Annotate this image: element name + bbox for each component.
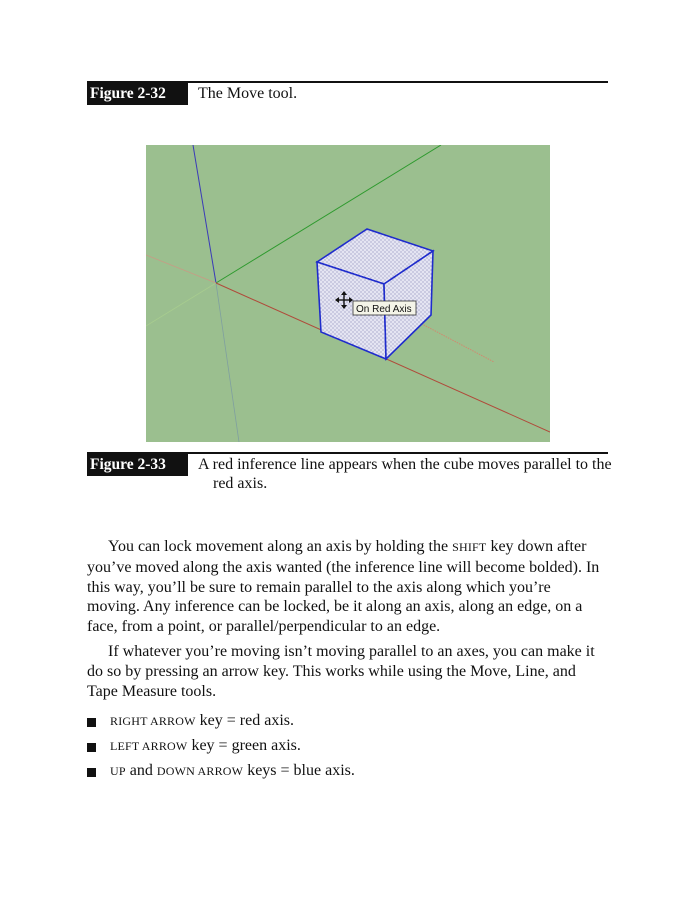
figure-caption: The Move tool. xyxy=(198,85,298,102)
list-item-joiner: and xyxy=(129,762,153,779)
bullet-square-icon xyxy=(87,768,96,777)
sketchup-move-tool-screenshot xyxy=(146,145,550,442)
key-name: RIGHT ARROW xyxy=(110,714,196,728)
list-item-text: key = green axis. xyxy=(191,737,301,754)
figure-caption: A red inference line appears when the cube moves parallel to the red axis. xyxy=(198,456,612,492)
figure-label: Figure 2-33 xyxy=(87,454,188,476)
key-name: DOWN ARROW xyxy=(156,764,244,778)
on-red-axis-tooltip xyxy=(353,301,416,315)
bullet-square-icon xyxy=(87,718,96,727)
paragraph-text: key down after you’ve moved along the axis wanted (the inference line will become bolded). In this way, you’ll be sure to remain parallel to the axis along which you’re moving. Any inference can be locked, be it along an axis, along an edge, on a face, from a point, or parallel/perpendicular to an edge. xyxy=(87,538,600,636)
paragraph-text: You can lock movement along an axis by holding the xyxy=(108,538,449,555)
paragraph-text: If whatever you’re moving isn’t moving parallel to an axes, you can make it do so by pressing an arrow key. This works while using the Move, Line, and Tape Measure tools. xyxy=(87,643,595,700)
bullet-square-icon xyxy=(87,743,96,752)
list-item xyxy=(87,710,607,735)
list-item-text: keys = blue axis. xyxy=(247,762,355,779)
key-name: LEFT ARROW xyxy=(110,739,188,753)
body-paragraph xyxy=(87,537,607,637)
arrow-key-list xyxy=(87,710,607,785)
tooltip-text: On Red Axis xyxy=(356,304,412,315)
shift-key-name: SHIFT xyxy=(452,540,487,554)
body-paragraph xyxy=(87,642,607,701)
figure-label: Figure 2-32 xyxy=(87,83,188,105)
figure-2-33-header xyxy=(87,452,612,492)
list-item-text: key = red axis. xyxy=(199,712,294,729)
key-name: UP xyxy=(110,764,126,778)
list-item xyxy=(87,735,607,760)
figure-2-32-header xyxy=(87,81,608,102)
list-item xyxy=(87,760,607,785)
